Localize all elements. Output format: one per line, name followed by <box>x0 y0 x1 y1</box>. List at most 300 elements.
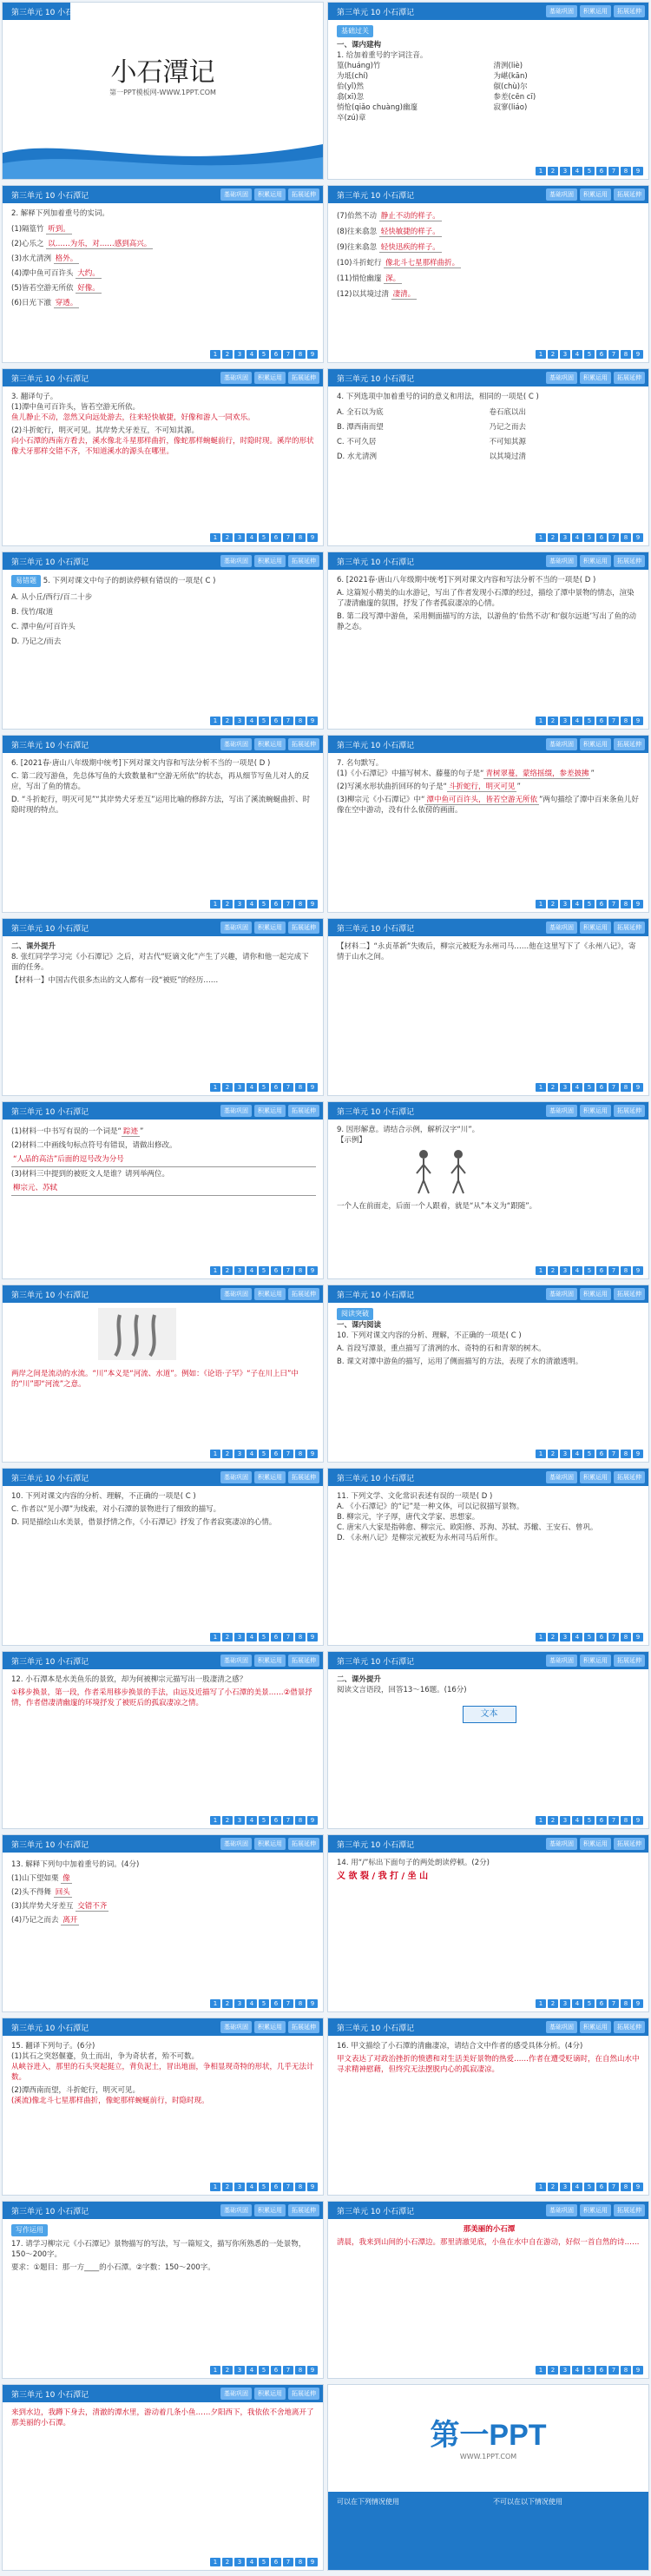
page-num[interactable]: 8 <box>621 900 631 908</box>
page-num[interactable]: 6 <box>271 1999 281 2008</box>
tab-accumulate[interactable]: 积累运用 <box>254 2204 286 2216</box>
page-num[interactable]: 4 <box>247 1266 257 1275</box>
page-num[interactable]: 4 <box>572 167 582 175</box>
page-num[interactable]: 5 <box>584 1999 595 2008</box>
slide-11[interactable] <box>2 918 324 1096</box>
page-num[interactable]: 7 <box>608 1999 619 2008</box>
page-num[interactable]: 9 <box>633 533 643 542</box>
page-num[interactable]: 1 <box>210 1999 220 2008</box>
page-num[interactable]: 5 <box>259 2558 269 2566</box>
page-num[interactable]: 3 <box>234 1083 245 1092</box>
page-num[interactable]: 2 <box>548 2183 558 2191</box>
page-num[interactable]: 5 <box>584 1633 595 1641</box>
page-num[interactable]: 5 <box>259 1083 269 1092</box>
page-num[interactable]: 7 <box>283 2366 293 2375</box>
tab-extend[interactable]: 拓展延伸 <box>614 1288 645 1300</box>
page-num[interactable]: 7 <box>283 1999 293 2008</box>
page-num[interactable]: 9 <box>633 2366 643 2375</box>
slide-14[interactable] <box>327 1101 649 1279</box>
slide-19[interactable] <box>2 1651 324 1829</box>
page-num[interactable]: 2 <box>548 350 558 359</box>
page-num[interactable]: 9 <box>307 1266 318 1275</box>
page-num[interactable]: 3 <box>234 2366 245 2375</box>
page-num[interactable]: 4 <box>247 717 257 725</box>
page-num[interactable]: 7 <box>608 533 619 542</box>
tab-extend[interactable]: 拓展延伸 <box>614 1471 645 1483</box>
page-num[interactable]: 9 <box>633 900 643 908</box>
page-num[interactable]: 9 <box>633 1450 643 1458</box>
page-num[interactable]: 2 <box>222 1266 233 1275</box>
page-num[interactable]: 7 <box>283 717 293 725</box>
page-num[interactable]: 5 <box>584 533 595 542</box>
page-num[interactable]: 8 <box>295 900 306 908</box>
page-num[interactable]: 1 <box>536 717 546 725</box>
page-num[interactable]: 3 <box>560 1816 570 1825</box>
page-num[interactable]: 3 <box>234 2558 245 2566</box>
page-num[interactable]: 5 <box>584 2183 595 2191</box>
page-num[interactable]: 8 <box>621 2366 631 2375</box>
page-num[interactable]: 3 <box>560 717 570 725</box>
page-num[interactable]: 4 <box>247 1083 257 1092</box>
tab-accumulate[interactable]: 积累运用 <box>580 372 611 384</box>
slide-20[interactable] <box>327 1651 649 1829</box>
text-box-button[interactable]: 文本 <box>463 1706 516 1723</box>
tab-extend[interactable]: 拓展延伸 <box>614 738 645 750</box>
page-num[interactable]: 5 <box>259 350 269 359</box>
tab-basic[interactable]: 基础巩固 <box>220 2388 252 2400</box>
page-num[interactable]: 1 <box>210 1450 220 1458</box>
page-num[interactable]: 6 <box>596 167 607 175</box>
page-num[interactable]: 8 <box>621 1999 631 2008</box>
page-num[interactable]: 6 <box>596 1999 607 2008</box>
tab-basic[interactable]: 基础巩固 <box>220 1838 252 1850</box>
slide-24[interactable] <box>327 2018 649 2196</box>
page-num[interactable]: 9 <box>307 717 318 725</box>
page-num[interactable]: 9 <box>307 1633 318 1641</box>
page-num[interactable]: 1 <box>210 1633 220 1641</box>
page-num[interactable]: 6 <box>271 2558 281 2566</box>
slide-4[interactable] <box>327 185 649 363</box>
page-num[interactable]: 2 <box>548 167 558 175</box>
page-num[interactable]: 9 <box>307 1083 318 1092</box>
page-num[interactable]: 2 <box>548 1266 558 1275</box>
page-num[interactable]: 5 <box>584 717 595 725</box>
page-num[interactable]: 2 <box>222 2558 233 2566</box>
slide-15[interactable] <box>2 1285 324 1463</box>
page-num[interactable]: 5 <box>584 1266 595 1275</box>
tab-basic[interactable]: 基础巩固 <box>546 921 577 934</box>
page-num[interactable]: 4 <box>247 2183 257 2191</box>
tab-extend[interactable]: 拓展延伸 <box>614 372 645 384</box>
page-num[interactable]: 8 <box>295 2558 306 2566</box>
page-num[interactable]: 9 <box>633 1816 643 1825</box>
page-num[interactable]: 5 <box>584 167 595 175</box>
tab-basic[interactable]: 基础巩固 <box>220 1288 252 1300</box>
tab-extend[interactable]: 拓展延伸 <box>288 1288 319 1300</box>
tab-basic[interactable]: 基础巩固 <box>546 738 577 750</box>
page-num[interactable]: 1 <box>536 1266 546 1275</box>
page-num[interactable]: 4 <box>247 350 257 359</box>
page-num[interactable]: 7 <box>283 533 293 542</box>
slide-cover[interactable] <box>2 2 324 180</box>
slide-6[interactable] <box>327 368 649 546</box>
tab-extend[interactable]: 拓展延伸 <box>288 1838 319 1850</box>
slide-ending-logo[interactable] <box>327 2384 649 2571</box>
page-num[interactable]: 5 <box>584 2366 595 2375</box>
page-num[interactable]: 4 <box>247 533 257 542</box>
tab-basic[interactable]: 基础巩固 <box>546 1838 577 1850</box>
slide-21[interactable] <box>2 1834 324 2012</box>
page-num[interactable]: 6 <box>271 717 281 725</box>
page-num[interactable]: 1 <box>536 1999 546 2008</box>
page-num[interactable]: 6 <box>271 1083 281 1092</box>
page-num[interactable]: 1 <box>210 2558 220 2566</box>
page-num[interactable]: 4 <box>247 1816 257 1825</box>
tab-extend[interactable]: 拓展延伸 <box>288 372 319 384</box>
page-num[interactable]: 9 <box>307 533 318 542</box>
page-num[interactable]: 1 <box>210 1266 220 1275</box>
page-num[interactable]: 3 <box>234 1266 245 1275</box>
page-num[interactable]: 8 <box>621 717 631 725</box>
tab-accumulate[interactable]: 积累运用 <box>254 921 286 934</box>
page-num[interactable]: 5 <box>259 717 269 725</box>
page-num[interactable]: 7 <box>608 2183 619 2191</box>
page-num[interactable]: 7 <box>608 1083 619 1092</box>
page-num[interactable]: 3 <box>560 1083 570 1092</box>
tab-extend[interactable]: 拓展延伸 <box>614 5 645 17</box>
page-num[interactable]: 3 <box>234 533 245 542</box>
tab-basic[interactable]: 基础巩固 <box>546 2021 577 2033</box>
tab-accumulate[interactable]: 积累运用 <box>580 1838 611 1850</box>
page-num[interactable]: 6 <box>596 1450 607 1458</box>
page-num[interactable]: 3 <box>560 900 570 908</box>
page-num[interactable]: 7 <box>283 350 293 359</box>
page-num[interactable]: 2 <box>548 1999 558 2008</box>
page-num[interactable]: 5 <box>584 1083 595 1092</box>
page-num[interactable]: 6 <box>596 2183 607 2191</box>
page-num[interactable]: 7 <box>608 717 619 725</box>
page-num[interactable]: 8 <box>621 2183 631 2191</box>
page-num[interactable]: 3 <box>560 1266 570 1275</box>
tab-extend[interactable]: 拓展延伸 <box>614 921 645 934</box>
slide-2[interactable] <box>327 2 649 180</box>
page-num[interactable]: 3 <box>560 350 570 359</box>
tab-accumulate[interactable]: 积累运用 <box>254 1655 286 1667</box>
tab-accumulate[interactable]: 积累运用 <box>580 2204 611 2216</box>
page-num[interactable]: 8 <box>295 2366 306 2375</box>
page-num[interactable]: 5 <box>584 900 595 908</box>
page-num[interactable]: 2 <box>222 1450 233 1458</box>
page-num[interactable]: 1 <box>210 2183 220 2191</box>
page-num[interactable]: 5 <box>259 2366 269 2375</box>
page-num[interactable]: 3 <box>234 717 245 725</box>
tab-basic[interactable]: 基础巩固 <box>546 555 577 567</box>
page-num[interactable]: 5 <box>259 533 269 542</box>
page-num[interactable]: 3 <box>234 900 245 908</box>
page-num[interactable]: 4 <box>572 900 582 908</box>
tab-basic[interactable]: 基础巩固 <box>546 5 577 17</box>
slide-7[interactable] <box>2 552 324 730</box>
page-num[interactable]: 3 <box>560 2183 570 2191</box>
page-num[interactable]: 6 <box>596 1083 607 1092</box>
page-num[interactable]: 8 <box>295 1999 306 2008</box>
page-num[interactable]: 9 <box>633 1083 643 1092</box>
slide-16[interactable] <box>327 1285 649 1463</box>
tab-accumulate[interactable]: 积累运用 <box>580 5 611 17</box>
page-num[interactable]: 1 <box>210 717 220 725</box>
page-num[interactable]: 8 <box>621 350 631 359</box>
page-num[interactable]: 6 <box>271 533 281 542</box>
page-num[interactable]: 5 <box>259 2183 269 2191</box>
page-num[interactable]: 7 <box>608 1816 619 1825</box>
tab-accumulate[interactable]: 积累运用 <box>580 1655 611 1667</box>
page-num[interactable]: 2 <box>548 1450 558 1458</box>
page-num[interactable]: 3 <box>560 1450 570 1458</box>
page-num[interactable]: 7 <box>608 900 619 908</box>
slide-17[interactable] <box>2 1468 324 1646</box>
page-num[interactable]: 8 <box>295 533 306 542</box>
tab-basic[interactable]: 基础巩固 <box>546 1288 577 1300</box>
slide-27[interactable] <box>2 2384 324 2571</box>
slide-22[interactable] <box>327 1834 649 2012</box>
page-num[interactable]: 7 <box>608 1266 619 1275</box>
page-num[interactable]: 6 <box>271 1450 281 1458</box>
page-num[interactable]: 3 <box>234 1633 245 1641</box>
tab-accumulate[interactable]: 积累运用 <box>580 1288 611 1300</box>
page-num[interactable]: 2 <box>548 900 558 908</box>
page-num[interactable]: 4 <box>572 2183 582 2191</box>
slide-5[interactable] <box>2 368 324 546</box>
page-num[interactable]: 6 <box>271 1816 281 1825</box>
tab-accumulate[interactable]: 积累运用 <box>580 738 611 750</box>
page-num[interactable]: 9 <box>633 350 643 359</box>
page-num[interactable]: 3 <box>560 2366 570 2375</box>
slide-3[interactable] <box>2 185 324 363</box>
page-num[interactable]: 8 <box>295 1450 306 1458</box>
page-num[interactable]: 8 <box>295 2183 306 2191</box>
page-num[interactable]: 7 <box>283 1266 293 1275</box>
page-num[interactable]: 1 <box>536 1450 546 1458</box>
page-num[interactable]: 4 <box>572 2366 582 2375</box>
page-num[interactable]: 1 <box>210 1083 220 1092</box>
page-num[interactable]: 9 <box>633 1633 643 1641</box>
tab-accumulate[interactable]: 积累运用 <box>254 1471 286 1483</box>
page-num[interactable]: 1 <box>536 1816 546 1825</box>
tab-extend[interactable]: 拓展延伸 <box>614 1655 645 1667</box>
tab-basic[interactable]: 基础巩固 <box>546 1105 577 1117</box>
tab-basic[interactable]: 基础巩固 <box>220 1471 252 1483</box>
page-num[interactable]: 3 <box>234 1816 245 1825</box>
page-num[interactable]: 4 <box>247 900 257 908</box>
page-num[interactable]: 6 <box>596 1633 607 1641</box>
slide-26[interactable] <box>327 2201 649 2379</box>
page-num[interactable]: 8 <box>621 1083 631 1092</box>
page-num[interactable]: 9 <box>633 167 643 175</box>
tab-basic[interactable]: 基础巩固 <box>220 738 252 750</box>
page-num[interactable]: 6 <box>596 717 607 725</box>
page-num[interactable]: 6 <box>271 1266 281 1275</box>
page-num[interactable]: 7 <box>283 1633 293 1641</box>
page-num[interactable]: 5 <box>584 350 595 359</box>
page-num[interactable]: 7 <box>283 2183 293 2191</box>
tab-extend[interactable]: 拓展延伸 <box>614 1105 645 1117</box>
page-num[interactable]: 5 <box>584 1450 595 1458</box>
tab-extend[interactable]: 拓展延伸 <box>288 921 319 934</box>
page-num[interactable]: 4 <box>572 1633 582 1641</box>
tab-basic[interactable]: 基础巩固 <box>220 372 252 384</box>
page-num[interactable]: 6 <box>596 1266 607 1275</box>
page-num[interactable]: 4 <box>247 1450 257 1458</box>
page-num[interactable]: 1 <box>210 533 220 542</box>
page-num[interactable]: 8 <box>621 1266 631 1275</box>
page-num[interactable]: 2 <box>548 1083 558 1092</box>
tab-extend[interactable]: 拓展延伸 <box>288 2204 319 2216</box>
tab-accumulate[interactable]: 积累运用 <box>254 1105 286 1117</box>
page-num[interactable]: 2 <box>548 1816 558 1825</box>
page-num[interactable]: 4 <box>247 1633 257 1641</box>
page-num[interactable]: 9 <box>307 2183 318 2191</box>
page-num[interactable]: 5 <box>259 900 269 908</box>
page-num[interactable]: 7 <box>283 900 293 908</box>
page-num[interactable]: 1 <box>536 533 546 542</box>
tab-accumulate[interactable]: 积累运用 <box>254 2021 286 2033</box>
tab-basic[interactable]: 基础巩固 <box>546 1471 577 1483</box>
page-num[interactable]: 8 <box>621 1633 631 1641</box>
tab-basic[interactable]: 基础巩固 <box>220 1105 252 1117</box>
tab-accumulate[interactable]: 积累运用 <box>254 1288 286 1300</box>
page-num[interactable]: 4 <box>572 350 582 359</box>
page-num[interactable]: 7 <box>283 1816 293 1825</box>
page-num[interactable]: 1 <box>210 1816 220 1825</box>
page-num[interactable]: 6 <box>271 350 281 359</box>
page-num[interactable]: 6 <box>271 2183 281 2191</box>
page-num[interactable]: 5 <box>259 1633 269 1641</box>
page-num[interactable]: 6 <box>271 900 281 908</box>
page-num[interactable]: 2 <box>222 2366 233 2375</box>
page-num[interactable]: 1 <box>536 1083 546 1092</box>
page-num[interactable]: 6 <box>596 533 607 542</box>
slide-23[interactable] <box>2 2018 324 2196</box>
tab-basic[interactable]: 基础巩固 <box>546 2204 577 2216</box>
page-num[interactable]: 1 <box>210 2366 220 2375</box>
tab-extend[interactable]: 拓展延伸 <box>614 188 645 201</box>
tab-extend[interactable]: 拓展延伸 <box>614 555 645 567</box>
page-num[interactable]: 7 <box>608 2366 619 2375</box>
tab-extend[interactable]: 拓展延伸 <box>614 1838 645 1850</box>
slide-10[interactable]: 第三单元 10 小石潭记 基础巩固 积累运用 拓展延伸 7. 名句默写。 (1)《小石潭记》中描写树木、藤蔓的句子是“ 青树翠蔓，蒙络摇缀，参差披拂 ” (2)写溪水形状曲折回环的句子是“ 斗折蛇行，明灭可见 ” (3)柳宗元《小石潭记》中“ 潭中鱼可百许头，皆若空游无所依 ”两句描绘了潭中百来条鱼儿好像在空中游动，没有什么依傍的画面。 1 2 3 4 5 6 7 8 9 <box>327 735 649 913</box>
page-num[interactable]: 5 <box>259 1816 269 1825</box>
page-num[interactable]: 7 <box>283 1083 293 1092</box>
page-num[interactable]: 2 <box>548 1633 558 1641</box>
page-num[interactable]: 9 <box>307 2558 318 2566</box>
tab-accumulate[interactable]: 积累运用 <box>580 1105 611 1117</box>
tab-accumulate[interactable]: 积累运用 <box>254 372 286 384</box>
page-num[interactable]: 4 <box>572 1999 582 2008</box>
page-num[interactable]: 4 <box>247 2366 257 2375</box>
page-num[interactable]: 2 <box>222 533 233 542</box>
page-num[interactable]: 4 <box>572 1083 582 1092</box>
tab-accumulate[interactable]: 积累运用 <box>580 2021 611 2033</box>
tab-extend[interactable]: 拓展延伸 <box>288 2388 319 2400</box>
page-num[interactable]: 4 <box>572 717 582 725</box>
slide-8[interactable] <box>327 552 649 730</box>
tab-extend[interactable]: 拓展延伸 <box>288 738 319 750</box>
tab-accumulate[interactable]: 积累运用 <box>254 1838 286 1850</box>
slide-9[interactable] <box>2 735 324 913</box>
page-num[interactable]: 9 <box>307 1999 318 2008</box>
page-num[interactable]: 2 <box>222 717 233 725</box>
page-num[interactable]: 9 <box>307 1450 318 1458</box>
page-num[interactable]: 4 <box>247 1999 257 2008</box>
page-num[interactable]: 6 <box>271 1633 281 1641</box>
page-num[interactable]: 2 <box>222 1633 233 1641</box>
page-num[interactable]: 9 <box>307 1816 318 1825</box>
page-num[interactable]: 9 <box>633 2183 643 2191</box>
tab-basic[interactable]: 基础巩固 <box>546 372 577 384</box>
page-num[interactable]: 3 <box>560 1999 570 2008</box>
page-num[interactable]: 1 <box>536 167 546 175</box>
page-num[interactable]: 2 <box>222 1083 233 1092</box>
tab-basic[interactable]: 基础巩固 <box>220 555 252 567</box>
page-num[interactable]: 3 <box>560 167 570 175</box>
tab-accumulate[interactable]: 积累运用 <box>580 921 611 934</box>
page-num[interactable]: 1 <box>210 350 220 359</box>
tab-extend[interactable]: 拓展延伸 <box>288 2021 319 2033</box>
page-num[interactable]: 3 <box>234 1450 245 1458</box>
page-num[interactable]: 4 <box>572 1266 582 1275</box>
tab-basic[interactable]: 基础巩固 <box>220 188 252 201</box>
page-num[interactable]: 8 <box>295 1083 306 1092</box>
page-num[interactable]: 6 <box>596 2366 607 2375</box>
page-num[interactable]: 9 <box>633 717 643 725</box>
page-num[interactable]: 3 <box>560 533 570 542</box>
page-num[interactable]: 3 <box>234 2183 245 2191</box>
slide-13[interactable]: 第三单元 10 小石潭记 基础巩固 积累运用 拓展延伸 (1)材料一中书写有误的一个词是“ 踪迹 ” (2)材料二中画线句标点符号有错误，请做出修改。 “人品的高洁”后面的逗号改为分号 (3)材料三中提到的被贬文人是谁？请列举两位。 柳宗元、苏轼 1 2 3 4 5 6 7 8 9 <box>2 1101 324 1279</box>
tab-extend[interactable]: 拓展延伸 <box>288 555 319 567</box>
page-num[interactable]: 9 <box>307 350 318 359</box>
page-num[interactable]: 3 <box>234 1999 245 2008</box>
slide-12[interactable] <box>327 918 649 1096</box>
tab-extend[interactable]: 拓展延伸 <box>614 2021 645 2033</box>
tab-basic[interactable]: 基础巩固 <box>220 2021 252 2033</box>
page-num[interactable]: 2 <box>222 900 233 908</box>
tab-basic[interactable]: 基础巩固 <box>220 921 252 934</box>
page-num[interactable]: 8 <box>621 167 631 175</box>
page-num[interactable]: 1 <box>536 900 546 908</box>
page-num[interactable]: 6 <box>596 350 607 359</box>
page-num[interactable]: 1 <box>536 350 546 359</box>
page-num[interactable]: 9 <box>633 1266 643 1275</box>
tab-basic[interactable]: 基础巩固 <box>220 1655 252 1667</box>
tab-basic[interactable]: 基础巩固 <box>546 188 577 201</box>
page-num[interactable]: 2 <box>548 717 558 725</box>
page-num[interactable]: 2 <box>222 350 233 359</box>
tab-extend[interactable]: 拓展延伸 <box>288 188 319 201</box>
page-num[interactable]: 2 <box>548 2366 558 2375</box>
page-num[interactable]: 8 <box>295 350 306 359</box>
page-num[interactable]: 8 <box>621 533 631 542</box>
page-num[interactable]: 1 <box>536 2183 546 2191</box>
page-num[interactable]: 1 <box>536 1633 546 1641</box>
page-num[interactable]: 7 <box>608 1450 619 1458</box>
tab-extend[interactable]: 拓展延伸 <box>288 1471 319 1483</box>
page-num[interactable]: 5 <box>259 1266 269 1275</box>
tab-accumulate[interactable]: 积累运用 <box>580 555 611 567</box>
page-num[interactable]: 7 <box>608 1633 619 1641</box>
page-num[interactable]: 5 <box>259 1450 269 1458</box>
slide-25[interactable] <box>2 2201 324 2379</box>
tab-accumulate[interactable]: 积累运用 <box>580 188 611 201</box>
